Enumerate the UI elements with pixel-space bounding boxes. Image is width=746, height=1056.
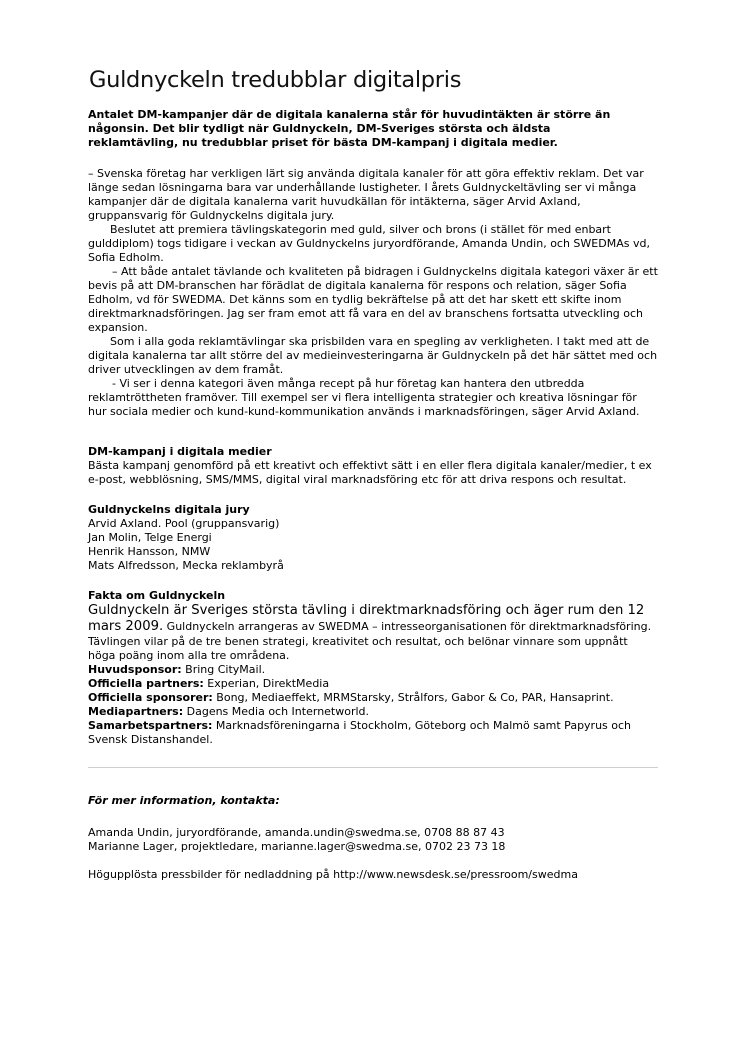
lead-paragraph: Antalet DM-kampanjer där de digitala kanalerna står för huvudintäkten är större än någonsin. Det blir tydligt när Guldnyckeln, DM-Sveriges största och äldsta reklamtävling, nu tredubblar priset för bästa DM-kampanj i digitala medier. (88, 108, 611, 149)
sponsor-line (88, 691, 658, 705)
contact-person: Marianne Lager, projektledare, marianne.lager@swedma.se, 0702 23 73 18 (88, 840, 506, 853)
category-heading: DM-kampanj i digitala medier (88, 445, 272, 458)
sponsor-value: Marknadsföreningarna i Stockholm, Göteborg och Malmö samt Papyrus och Svensk Distanshandel. (88, 719, 632, 746)
facts-intro-rest: Guldnyckeln arrangeras av SWEDMA – intresseorganisationen för direktmarknadsföring. Tävlingen vilar på de tre benen strategi, kreativitet och resultat, och belönar vinnare som uppnått höga poäng inom alla tre områdena. (88, 620, 652, 662)
body-paragraph: – Svenska företag har verkligen lärt sig använda digitala kanaler för att göra effektiv reklam. Det var länge sedan lösningarna bara var underhållande lustigheter. I årets Guldnyckeltävling ser vi många kampanjer där de digitala kanalerna varit huvudkällan för intäkterna, säger Arvid Axland, gruppansvarig för Guldnyckelns digitala jury. (88, 167, 644, 222)
jury-member: Mats Alfredsson, Mecka reklambyrå (88, 559, 284, 572)
contact-list (88, 826, 658, 854)
press-images-line: Högupplösta pressbilder för nedladdning på http://www.newsdesk.se/pressroom/swedma (88, 868, 578, 881)
category-section (88, 445, 658, 487)
body-paragraph: Beslutet att premiera tävlingskategorin med guld, silver och brons (i stället för med enbart gulddiplom) togs tidigare i veckan av Guldnyckelns juryordförande, Amanda Undin, och SWEDMAs vd, Sofia Edholm. (88, 223, 650, 264)
facts-intro-large: Guldnyckeln är Sveriges största tävling i direktmarknadsföring och äger rum den 12 mars 2009. (88, 603, 645, 634)
sponsor-value: Experian, DirektMedia (203, 677, 330, 690)
jury-member: Jan Molin, Telge Energi (88, 531, 212, 544)
article-body (88, 167, 658, 419)
sponsor-label: Officiella partners: (88, 677, 204, 690)
sponsor-value: Dagens Media och Internetworld. (183, 705, 370, 718)
jury-heading: Guldnyckelns digitala jury (88, 503, 250, 516)
sponsor-line (88, 663, 658, 677)
jury-member: Arvid Axland. Pool (gruppansvarig) (88, 517, 280, 530)
sponsor-label: Officiella sponsorer: (88, 691, 213, 704)
sponsor-line (88, 719, 658, 747)
sponsor-label: Huvudsponsor: (88, 663, 182, 676)
facts-section (88, 589, 658, 747)
category-text: Bästa kampanj genomförd på ett kreativt och effektivt sätt i en eller flera digitala kanaler/medier, t ex e-post, webblösning, SMS/MMS, digital viral marknadsföring etc för att driva respons och resultat. (88, 459, 652, 486)
contact-heading: För mer information, kontakta: (88, 794, 280, 807)
jury-member: Henrik Hansson, NMW (88, 545, 211, 558)
body-paragraph: – Att både antalet tävlande och kvaliteten på bidragen i Guldnyckelns digitala kategori växer är ett bevis på att DM-branschen har förädlat de digitala kanalerna för respons och relation, säger Sofia Edholm, vd för SWEDMA. Det känns som en tydlig bekräftelse på att det har skett ett skifte inom direktmarknadsföringen. Jag ser fram emot att få vara en del av branschens fortsatta utveckling och expansion. (88, 265, 658, 334)
sponsor-line (88, 705, 658, 719)
jury-section (88, 503, 658, 573)
sponsor-label: Samarbetspartners: (88, 719, 213, 732)
contact-person: Amanda Undin, juryordförande, amanda.undin@swedma.se, 0708 88 87 43 (88, 826, 505, 839)
facts-intro (88, 603, 658, 663)
body-paragraph: Som i alla goda reklamtävlingar ska prisbilden vara en spegling av verkligheten. I takt med att de digitala kanalerna tar allt större del av medieinvesteringarna är Guldnyckeln på det här sättet med och driver utvecklingen av dem framåt. (88, 335, 658, 376)
article-title: Guldnyckeln tredubblar digitalpris (89, 67, 462, 93)
sponsor-value: Bong, Mediaeffekt, MRMStarsky, Strålfors, Gabor & Co, PAR, Hansaprint. (212, 691, 614, 704)
sponsor-label: Mediapartners: (88, 705, 184, 718)
body-paragraph: - Vi ser i denna kategori även många recept på hur företag kan hantera den utbredda reklamtröttheten framöver. Till exempel ser vi flera intelligenta strategier och kreativa lösningar för hur sociala medier och kund-kund-kommunikation används i marknadsföringen, säger Arvid Axland. (88, 377, 640, 418)
facts-heading: Fakta om Guldnyckeln (88, 589, 226, 602)
sponsor-value: Bring CityMail. (181, 663, 266, 676)
sponsor-line (88, 677, 658, 691)
section-divider (88, 767, 658, 768)
